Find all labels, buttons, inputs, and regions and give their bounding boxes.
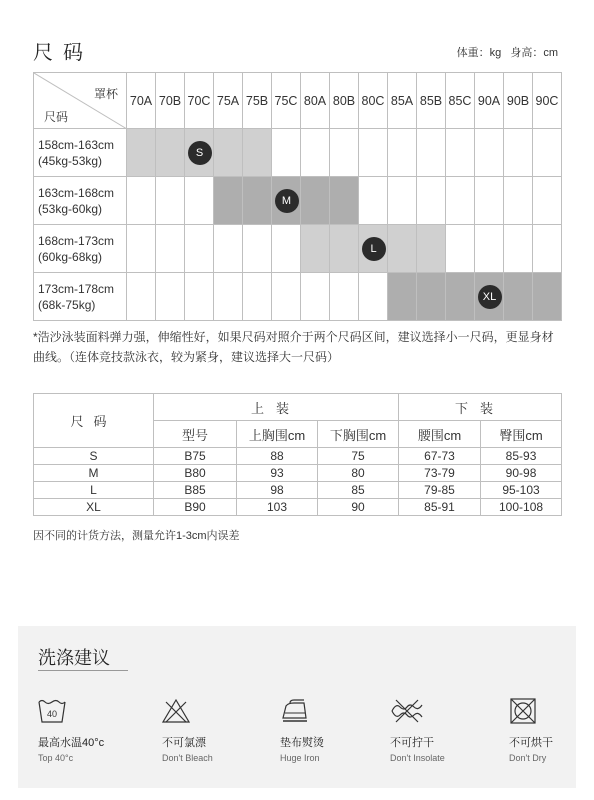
grid-cell bbox=[417, 177, 446, 225]
measure-cell: B75 bbox=[154, 448, 237, 465]
upper-header: 上装 bbox=[154, 394, 399, 421]
measure-column-header: 上胸围cm bbox=[237, 421, 318, 448]
fit-cell bbox=[272, 177, 301, 225]
grid-cell bbox=[359, 129, 388, 177]
grid-cell bbox=[388, 177, 417, 225]
grid-cell bbox=[330, 273, 359, 321]
measure-cell: 79-85 bbox=[399, 482, 481, 499]
fit-cell bbox=[330, 177, 359, 225]
grid-cell bbox=[156, 177, 185, 225]
grid-cell bbox=[272, 129, 301, 177]
measure-column-header: 下胸围cm bbox=[318, 421, 399, 448]
grid-cell bbox=[214, 273, 243, 321]
grid-cell bbox=[301, 273, 330, 321]
grid-cell bbox=[446, 129, 475, 177]
measure-cell: 90-98 bbox=[481, 465, 562, 482]
cup-header: 85C bbox=[446, 73, 475, 129]
fit-cell bbox=[533, 273, 562, 321]
grid-cell bbox=[185, 225, 214, 273]
size-row bbox=[34, 129, 562, 177]
measure-column-header: 型号 bbox=[154, 421, 237, 448]
cup-axis-label: 罩杯 bbox=[93, 87, 118, 101]
fit-cell bbox=[417, 273, 446, 321]
fit-cell bbox=[417, 225, 446, 273]
grid-cell bbox=[243, 273, 272, 321]
cup-header: 80C bbox=[359, 73, 388, 129]
measure-cell: 95-103 bbox=[481, 482, 562, 499]
fit-cell bbox=[156, 129, 185, 177]
measure-cell: 88 bbox=[237, 448, 318, 465]
fit-cell bbox=[127, 129, 156, 177]
grid-cell bbox=[330, 129, 359, 177]
grid-cell bbox=[185, 273, 214, 321]
fit-cell bbox=[359, 225, 388, 273]
no-tumble-dry-icon bbox=[509, 698, 537, 724]
size-header: 尺码 bbox=[34, 394, 154, 448]
care-label-en: Huge Iron bbox=[280, 753, 320, 763]
care-label-cn: 最高水温40°c bbox=[38, 737, 105, 749]
height-range: 163cm-168cm bbox=[38, 185, 115, 200]
iron-icon bbox=[280, 698, 310, 724]
measure-cell: 103 bbox=[237, 499, 318, 516]
grid-cell bbox=[533, 177, 562, 225]
cup-header: 90A bbox=[475, 73, 504, 129]
care-label-en: Don't Dry bbox=[509, 753, 547, 763]
fit-cell bbox=[185, 129, 214, 177]
care-item-wring bbox=[390, 698, 500, 763]
height-range: 173cm-178cm bbox=[38, 281, 115, 296]
size-badge: L bbox=[362, 237, 386, 261]
fit-cell bbox=[243, 129, 272, 177]
measure-column-header: 腰围cm bbox=[399, 421, 481, 448]
grid-cell bbox=[475, 129, 504, 177]
grid-cell bbox=[446, 225, 475, 273]
measure-cell: 73-79 bbox=[399, 465, 481, 482]
lower-header: 下装 bbox=[399, 394, 562, 421]
cup-header: 75B bbox=[243, 73, 272, 129]
grid-cell bbox=[475, 225, 504, 273]
row-label bbox=[34, 177, 127, 225]
cup-header: 90B bbox=[504, 73, 533, 129]
care-item-wash bbox=[38, 698, 148, 763]
size-cell: L bbox=[34, 482, 154, 499]
measure-cell: 93 bbox=[237, 465, 318, 482]
measure-cell: 67-73 bbox=[399, 448, 481, 465]
wash-temp-text: 40 bbox=[46, 709, 58, 719]
height-range: 168cm-173cm bbox=[38, 233, 115, 248]
care-item-bleach bbox=[162, 698, 272, 763]
care-item-dry bbox=[509, 698, 594, 763]
grid-cell bbox=[533, 225, 562, 273]
measure-cell: 85-93 bbox=[481, 448, 562, 465]
fit-cell bbox=[330, 225, 359, 273]
row-label bbox=[34, 273, 127, 321]
grid-cell bbox=[156, 225, 185, 273]
grid-cell bbox=[243, 225, 272, 273]
grid-corner bbox=[34, 73, 127, 129]
measure-cell: 80 bbox=[318, 465, 399, 482]
size-cell: S bbox=[34, 448, 154, 465]
table-row bbox=[34, 482, 562, 499]
grid-cell bbox=[127, 177, 156, 225]
cup-header: 85B bbox=[417, 73, 446, 129]
care-panel bbox=[18, 626, 576, 788]
measure-cell: B90 bbox=[154, 499, 237, 516]
weight-range: (53kg-60kg) bbox=[38, 201, 103, 216]
grid-cell bbox=[504, 177, 533, 225]
page-title: 尺码 bbox=[33, 42, 93, 64]
size-badge: S bbox=[188, 141, 212, 165]
grid-cell bbox=[475, 177, 504, 225]
weight-range: (45kg-53kg) bbox=[38, 153, 103, 168]
fit-cell bbox=[243, 177, 272, 225]
measure-cell: 98 bbox=[237, 482, 318, 499]
care-label-cn: 不可拧干 bbox=[390, 737, 434, 749]
fit-cell bbox=[301, 225, 330, 273]
cup-header: 90C bbox=[533, 73, 562, 129]
grid-cell bbox=[127, 273, 156, 321]
cup-header: 70C bbox=[185, 73, 214, 129]
grid-cell bbox=[359, 273, 388, 321]
table-row bbox=[34, 465, 562, 482]
size-axis-label: 尺码 bbox=[44, 110, 69, 124]
care-label-en: Top 40°c bbox=[38, 753, 74, 763]
cup-header: 80B bbox=[330, 73, 359, 129]
grid-cell bbox=[504, 129, 533, 177]
measure-cell: 85 bbox=[318, 482, 399, 499]
cup-header: 80A bbox=[301, 73, 330, 129]
size-badge: M bbox=[275, 189, 299, 213]
measurement-note: 因不同的计货方法，测量允许1-3cm内误差 bbox=[33, 530, 240, 542]
grid-cell bbox=[359, 177, 388, 225]
size-row bbox=[34, 177, 562, 225]
grid-cell bbox=[301, 129, 330, 177]
measure-cell: 100-108 bbox=[481, 499, 562, 516]
grid-cell bbox=[127, 225, 156, 273]
grid-cell bbox=[446, 177, 475, 225]
unit-note: 体重：kg 身高：cm bbox=[456, 47, 558, 59]
table-row bbox=[34, 499, 562, 516]
size-row bbox=[34, 225, 562, 273]
grid-cell bbox=[156, 273, 185, 321]
grid-cell bbox=[417, 129, 446, 177]
measurement-table bbox=[33, 393, 562, 516]
cup-header: 70A bbox=[127, 73, 156, 129]
care-label-en: Don't Insolate bbox=[390, 753, 445, 763]
measure-cell: 90 bbox=[318, 499, 399, 516]
fit-cell bbox=[214, 177, 243, 225]
fit-cell bbox=[301, 177, 330, 225]
measure-column-header: 臀围cm bbox=[481, 421, 562, 448]
weight-range: (68k-75kg) bbox=[38, 297, 96, 312]
fit-cell bbox=[214, 129, 243, 177]
cup-header: 85A bbox=[388, 73, 417, 129]
care-label-en: Don't Bleach bbox=[162, 753, 213, 763]
table-row bbox=[34, 448, 562, 465]
size-chart-grid bbox=[33, 72, 562, 321]
size-row bbox=[34, 273, 562, 321]
fit-cell bbox=[388, 273, 417, 321]
care-item-iron bbox=[280, 698, 390, 763]
grid-cell bbox=[214, 225, 243, 273]
care-label-cn: 不可氯漂 bbox=[162, 737, 206, 749]
grid-cell bbox=[504, 225, 533, 273]
wash-40-icon bbox=[38, 698, 66, 724]
grid-cell bbox=[533, 129, 562, 177]
size-badge: XL bbox=[478, 285, 502, 309]
measure-cell: 75 bbox=[318, 448, 399, 465]
size-cell: XL bbox=[34, 499, 154, 516]
fit-cell bbox=[388, 225, 417, 273]
fit-cell bbox=[475, 273, 504, 321]
grid-cell bbox=[185, 177, 214, 225]
no-bleach-icon bbox=[162, 698, 190, 724]
grid-cell bbox=[272, 225, 301, 273]
measure-cell: B85 bbox=[154, 482, 237, 499]
fit-note: *浩沙泳装面料弹力强，伸缩性好，如果尺码对照介于两个尺码区间，建议选择小一尺码，更显身材曲线。（连体竞技款泳衣，较为紧身，建议选择大一尺码） bbox=[33, 330, 554, 364]
fit-cell bbox=[504, 273, 533, 321]
cup-header: 70B bbox=[156, 73, 185, 129]
weight-range: (60kg-68kg) bbox=[38, 249, 103, 264]
row-label bbox=[34, 225, 127, 273]
row-label bbox=[34, 129, 127, 177]
measure-cell: 85-91 bbox=[399, 499, 481, 516]
fit-cell bbox=[446, 273, 475, 321]
cup-header: 75C bbox=[272, 73, 301, 129]
care-label-cn: 垫布熨烫 bbox=[280, 737, 324, 749]
cup-header: 75A bbox=[214, 73, 243, 129]
grid-cell bbox=[272, 273, 301, 321]
measure-cell: B80 bbox=[154, 465, 237, 482]
care-title: 洗涤建议 bbox=[38, 648, 110, 668]
size-cell: M bbox=[34, 465, 154, 482]
care-title-underline bbox=[38, 670, 128, 671]
no-wring-icon bbox=[390, 698, 424, 724]
height-range: 158cm-163cm bbox=[38, 137, 115, 152]
care-label-cn: 不可烘干 bbox=[509, 737, 553, 749]
grid-cell bbox=[388, 129, 417, 177]
